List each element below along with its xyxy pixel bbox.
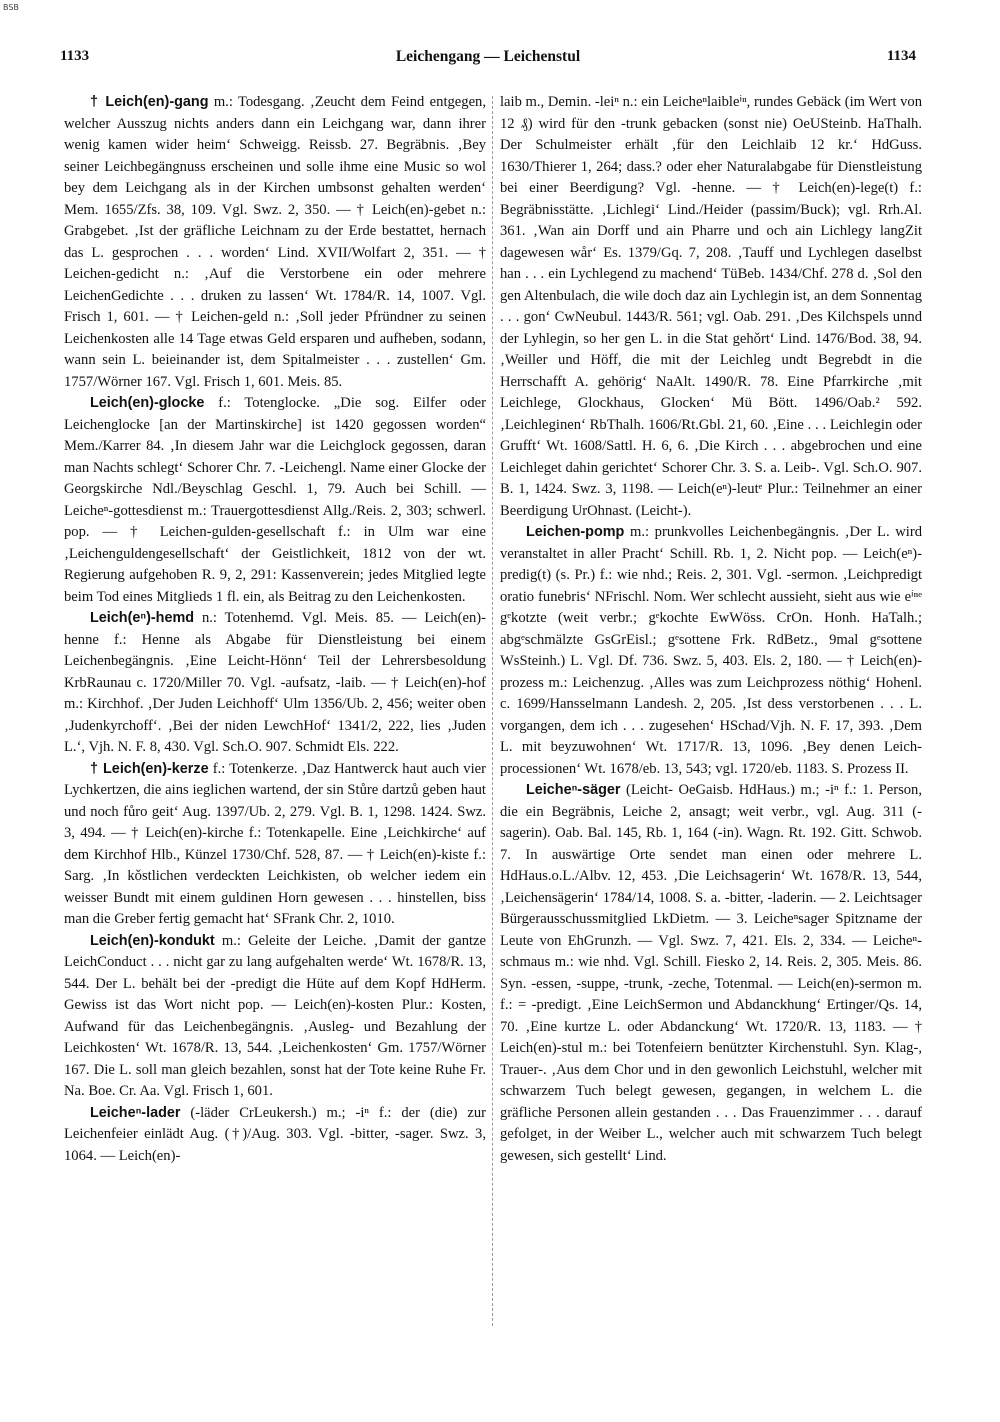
- right-column: [500, 92, 922, 1328]
- lemma: † Leich(en)-gang: [90, 94, 209, 110]
- entry-leichlaib: [500, 92, 922, 522]
- left-column: [64, 92, 486, 1328]
- entry-text: f.: Totenglocke. „Die sog. Eilfer oder Leichenglocke [an der Martinskirche] ist 1420 gegossen worden“ Mem./Karrer 84. ‚In diesem Jahr war die Leichglock gegossen, daran man Nachts schlegt‘ Schorer Chr. 7. -Leichengl. Name einer Glocke der Georgskirche Ndl./Beyschlag Geschl. 1, 79. Auch bei Schill. — Leicheⁿ-gottesdienst m.: Trauergottesdienst Allg./Reis. 2, 303; schwerl. pop. — † Leichen-gulden-gesellschaft f.: in Ulm war eine ‚Leichenguldengesellschaft‘ der Geistlichkeit, 1812 von der wt. Regierung aufgehoben R. 9, 2, 291: Kassenverein; jedes Mitglied legte beim Tod eines Mitglieds 1 fl. ein, als Beitrag zu den Leichenkosten.: [64, 395, 486, 605]
- lemma: Leich(eⁿ)-hemd: [90, 610, 195, 626]
- lemma: Leich(en)-glocke: [90, 395, 205, 411]
- lemma: Leicheⁿ-säger: [526, 782, 621, 798]
- lemma: Leich(en)-kondukt: [90, 932, 215, 949]
- page-number-right: 1134: [886, 48, 916, 64]
- entry-text: m.: Geleite der Leiche. ‚Damit der gantze LeichConduct . . . nicht gar zu lang aufgehalten werde‘ Wt. 1678/R. 13, 544. Der L. behält bei der -predigt die Hüte auf dem Kopf HdHerm. Gewiss ist das Wort nicht pop. — Leich(en)-kosten Plur.: Kosten, Aufwand für das Leichenbegängnis. ‚Ausleg- und Bezahlung der Leichkosten‘ Wt. 1678/R. 13, 544. ‚Leichenkosten‘ Gm. 1757/Wörner 167. Die L. soll man gleich bezahlen, sonst hat der Tote keine Ruhe Fr. Na. Boe. Cr. Aa. Vgl. Frisch 1, 601.: [64, 932, 486, 1099]
- entry-text: n.: Totenhemd. Vgl. Meis. 85. — Leich(en)-henne f.: Henne als Abgabe für Dienstleistung bei einem Leichenbegängnis. ‚Eine Leicht-Hönn‘ Teil der Lehrersbesoldung KrbRaunau c. 1720/Miller 70. Vgl. -aufsatz, -laib. — † Leich(en)-hof m.: Kirchhof. ‚Der Juden Leichhoff‘ Ulm 1356/Ub. 2, 456; weiter oben ‚Judenkyrchoff‘. ‚Bei der niden LewchHof‘ 1341/2, 222, lies ‚Juden L.‘, Vjh. N. F. 8, 430. Vgl. Sch.O. 907. Schmidt Els. 222.: [64, 610, 486, 755]
- lemma: Leicheⁿ-lader: [90, 1104, 181, 1121]
- entry-leichenpomp: [500, 522, 922, 780]
- column-divider: [492, 96, 493, 1326]
- entry-text: m.: Todesgang. ‚Zeucht dem Feind entgegen, welcher Ausszug nichts anders dann ein Leichgang war, dann ihrer wenig kamen wider heim‘ Schweigg. Reissb. 27. Begräbnis. ‚Bey seiner Leichbegängnuss erscheinen und solle ihme eine Music so wol bey dem Leichgang als in der Kirchen umbsonst gehalten werden‘ Mem. 1655/Zfs. 38, 109. Vgl. Swz. 2, 350. — † Leich(en)-gebet n.: Grabgebet. ‚Ist der gräfliche Leichnam zu der Erde bestattet, hernach das L. gesprochen . . . worden‘ Lind. XVII/Wolfart 2, 351. — † Leichen-gedicht n.: ‚Auf die Verstorbene ein oder mehrere LeichenGedichte . . . druken zu lassen‘ Wt. 1784/R. 14, 1007. Vgl. Frisch 1, 601. — † Leichen-geld n.: ‚Soll jeder Pfründner zu seinen Leichenkosten alle 14 Tage etwas Geld ersparen und aufheben, sodann, wann sein L. beieinander ist, dem Spitalmeister . . . zustellen‘ Gm. 1757/Wörner 167. Vgl. Frisch 1, 601. Meis. 85.: [64, 94, 486, 390]
- entry-text: m.: prunkvolles Leichenbegängnis. ‚Der L. wird veranstaltet in aller Pracht‘ Schill. Rb. 1, 2. Nicht pop. — Leich(eⁿ)-predig(t) (s. Pr.) f.: wie nhd.; Reis. 2, 301. Vgl. -sermon. ‚Leichpredigt oratio funebris‘ NFrischl. Nom. Wer schlecht aussieht, sieht aus wie eⁱⁿᵉ gᵉkotzte (weit verbr.; gᵉkochte EwWöss. CrOn. Honh. HaTalh.; abgᵉschmälzte GsGrEisl.; gᵉsottene Frk. RdBetz., 9mal gᵉsottene WsSteinh.) L. Vgl. Df. 736. Swz. 5, 403. Els. 2, 180. — † Leich(en)-prozess m.: Leichenzug. ‚Alles was zum Leichprozess nöthig‘ Hohenl. c. 1699/Hansselmann Landesh. 2, 205. ‚Ist dess verstorbenen . . . L. vorgangen, dem ich . . . zugesehen‘ HSchad/Vjh. N. F. 17, 393. ‚Dem L. mit beyzuwohnen‘ Wt. 1717/R. 13, 1096. ‚Bey denen Leich-processionen‘ Wt. 1678/eb. 13, 543; vgl. 1720/eb. 1183. S. Prozess II.: [500, 524, 922, 777]
- library-stamp: BSB: [3, 3, 19, 12]
- page-header: [60, 48, 916, 72]
- entry-leichensager: [500, 780, 922, 1167]
- entry-text: f.: Totenkerze. ‚Daz Hantwerck haut auch vier Lychkertzen, die ains ieglichen wartend, der sin Stůre dartzů geben haut und noch fůro geit‘ Aug. 1397/Ub. 2, 279. Vgl. B. 1, 1298. 1424. Swz. 3, 494. — † Leich(en)-kirche f.: Totenkapelle. Eine ‚Leichkirche‘ auf dem Kirchhof Hlb., Künzel 1730/Chf. 528, 87. — † Leich(en)-kiste f.: Sarg. ‚In kǒstlichen verdeckten Leichkisten, ob welcher iedem ein weisser Bundt mit einem guldinen Horn gewesen . . . hinstellen, biss man die Greber fertig gemacht hat‘ SFrank Chr. 2, 1010.: [64, 760, 486, 927]
- page-number-left: 1133: [60, 48, 90, 64]
- entry-leichenlader: [64, 1103, 486, 1168]
- lemma: Leichen-pomp: [526, 524, 625, 540]
- entry-leichgang: [64, 92, 486, 393]
- entry-text: (-läder CrLeukersh.) m.; -iⁿ f.: der (die) zur Leichenfeier einlädt Aug. (†)/Aug. 303. Vgl. -bitter, -sager. Swz. 3, 1064. — Leich(en)-: [64, 1104, 486, 1164]
- entry-text: (Leicht- OeGaisb. HdHaus.) m.; -iⁿ f.: 1. Person, die ein Begräbnis, Leiche 2, ansagt; weit verbr., vgl. Aug. 311 (-sagerin). Oab. Bal. 145, Rb. 1, 164 (-in). Wagn. Rt. 192. Gitt. Schwob. 7. In auswärtige Orte sendet man einen oder mehrere L. HdHaus.o.L./Albv. 12, 453. ‚Die Leichsagerin‘ Wt. 1678/R. 13, 544, ‚Leichensägerin‘ 1784/14, 1008. S. a. -bitter, -laderin. — 2. Leichtsager Bürgerausschussmitglied LkDietm. — 3. Leicheⁿsager Spitzname der Leute von EhGrunzh. — Vgl. Swz. 7, 421. Els. 2, 334. — Leicheⁿ-schmaus m.: wie nhd. Vgl. Schill. Fiesko 2, 14. Reis. 2, 305. Meis. 86. Syn. -essen, -suppe, -trunk, -zeche, Totenmal. — Leich(en)-sermon m. f.: = -predigt. ‚Eine LeichSermon und Abdanckhung‘ Ertinger/Qs. 14, 70. ‚Eine kurtze L. oder Abdanckung‘ Wt. 1720/R. 13, 1183. — † Leich(en)-stul m.: bei Totenfeiern benützter Kirchenstuhl. Syn. Klag-, Trauer-. ‚Aus dem Chor und in den gewonlich Leichstuhl, welcher mit schwarzem Tuch belegt gewesen, gegangen, in welchem L. die gräfliche Personen allein gestanden . . . Das Frauenzimmer . . . darauf gefolget, in der Weiber L., welcher auch mit schwarzem Tuch belegt gewesen, sich gestellt‘ Lind.: [500, 782, 922, 1164]
- lemma: † Leich(en)-kerze: [90, 760, 209, 777]
- entry-leichglocke: [64, 393, 486, 608]
- running-title: Leichengang — Leichenstul: [395, 48, 581, 65]
- entry-leichkondukt: [64, 931, 486, 1103]
- entry-text: laib m., Demin. -leiⁿ n.: ein Leicheⁿlaibleⁱⁿ, rundes Gebäck (im Wert von 12 ₰) wird für den -trunk gebacken (sonst nie) OeUSteinb. HaThalh. Der Schulmeister erhält ‚für den Leichlaib 12 kr.‘ HdGuss. 1630/Thierer 1, 264; dass.? oder eher Naturalabgabe für Dienstleistung bei einer Beerdigung? Vgl. -henne. — † Leich(en)-lege(t) f.: Begräbnisstätte. ‚Lichlegi‘ Lind./Heider (passim/Buck); vgl. Rrh.Al. 361. ‚Wan ain Dorff und ain Pharre und och ain Lichlegy langZit dagewesen wår‘ Es. 1379/Gq. 7, 208. ‚Tauff und Lychlegen daselbst han . . . ein Lychlegend zu machend‘ TüBeb. 1434/Chf. 278 d. ‚Sol den gen Altenbulach, die wile doch daz ain Lychlegin ist, an dem Sonnentag . . . gon‘ CwNeubul. 1443/R. 561; vgl. Oab. 291. ‚Des Kilchspels unnd der Lyhlegin, so her gen L. in die Stat gehǒrt‘ Lind. 1476/Bod. 38, 94. ‚Weiller und Höff, die mit der Leichleg undt Begrebdt in die Herrschafft A. gehörig‘ NaAlt. 1490/R. 78. Eine Pfarrkirche ‚mit Leichlege, Glockhaus, Glocken‘ Mü Bött. 1496/Oab.² 592. ‚Leichleginen‘ RbThalh. 1606/Rt.Gbl. 21, 60. ‚Eine . . . Leichlegin oder Grufft‘ Wt. 1608/Sattl. H. 6, 6. ‚Die Kirch . . . abgebrochen und eine Leichleget dahin gerichtet‘ Schorer Chr. 3. S. a. Leib-. Vgl. Sch.O. 907. B. 1, 1424. Swz. 3, 1198. — Leich(eⁿ)-leutᵉ Plur.: Teilnehmer an einer Beerdigung UrOhnast. (Leicht-).: [500, 94, 922, 519]
- entry-leichhemd: [64, 608, 486, 759]
- entry-leichkerze: [64, 759, 486, 931]
